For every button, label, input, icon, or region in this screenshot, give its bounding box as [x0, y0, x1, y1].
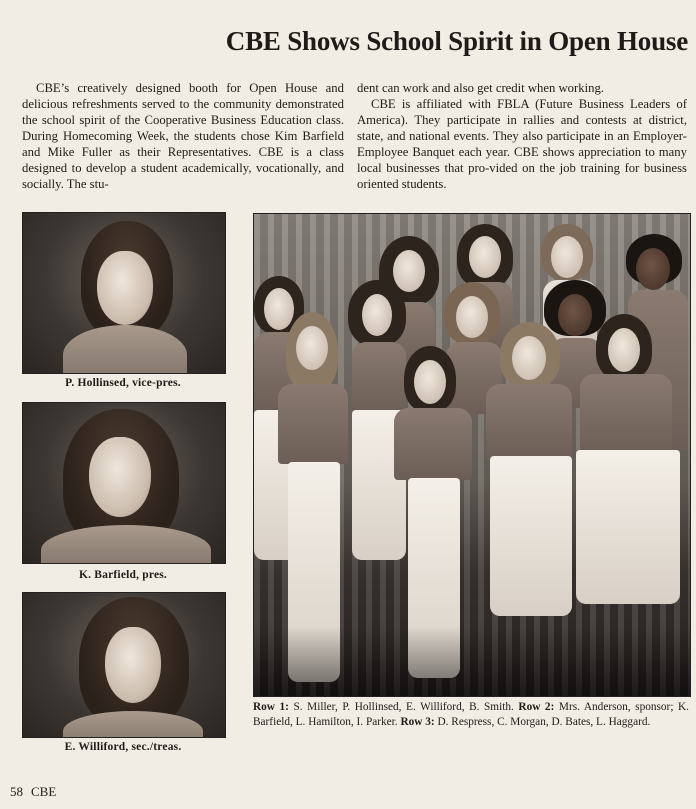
section-name: CBE	[31, 784, 57, 799]
portrait-photo-williford	[22, 592, 226, 738]
portrait-photo-hollinsed	[22, 212, 226, 374]
page-title: CBE Shows School Spirit in Open House	[225, 26, 688, 56]
article-paragraph: CBE’s creatively designed booth for Open House and delicious refreshments served to the community demonstrated the school spirit of the Cooperative Business Education class. During Homecoming Week, the students chose Kim Barfield and Mike Fuller as their Representatives. CBE is a class designed to develop a student academically, vocationally, and socially. The stu-	[22, 81, 344, 191]
portrait-caption: P. Hollinsed, vice-pres.	[65, 377, 181, 389]
page-footer	[10, 784, 64, 800]
portrait-caption: E. Williford, sec./treas.	[64, 741, 182, 753]
row-names: D. Respress, C. Morgan, D. Bates, L. Haggard.	[434, 716, 651, 728]
row-label: Row 1:	[253, 701, 289, 713]
row-names: Mrs. Anderson, sponsor; K. Barfield, L. Hamilton, I. Parker.	[253, 701, 689, 728]
group-photo	[253, 213, 691, 697]
portrait-caption: K. Barfield, pres.	[78, 569, 168, 581]
row-label: Row 3:	[400, 716, 435, 728]
article-column-right	[357, 80, 687, 192]
article-column-left	[22, 80, 344, 192]
row-label: Row 2:	[518, 701, 555, 713]
group-photo-caption	[253, 700, 689, 730]
article-paragraph-continued: dent can work and also get credit when working.	[357, 81, 604, 95]
row-names: S. Miller, P. Hollinsed, E. Williford, B. Smith.	[288, 701, 519, 713]
portrait-photo-barfield	[22, 402, 226, 564]
page-number: 58	[10, 784, 23, 799]
article-paragraph: CBE is affiliated with FBLA (Future Business Leaders of America). They participate in rallies and contests at district, state, and national events. They also participate in an Employer-Employee Banquet each year. CBE shows appreciation to many local businesses that pro-vided on the job training for business oriented students.	[357, 97, 687, 191]
